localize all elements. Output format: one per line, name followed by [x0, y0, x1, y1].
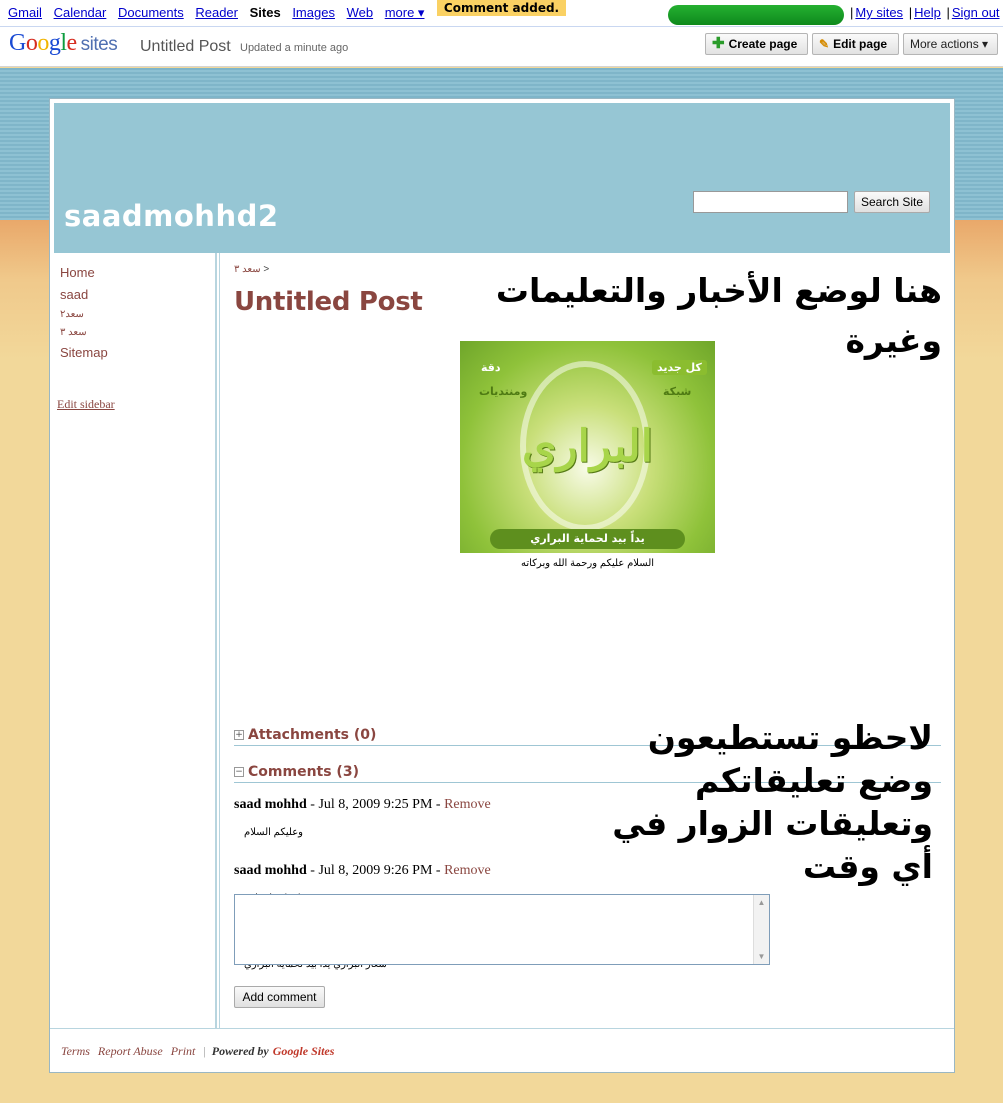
note-bottom-line-4: أي وقت	[802, 847, 933, 886]
my-sites-link[interactable]: My sites	[855, 5, 904, 20]
footer-separator: |	[203, 1044, 206, 1058]
breadcrumb-separator: >	[263, 264, 270, 275]
site-title[interactable]: saadmohhd2	[64, 199, 279, 233]
gbar-link-documents[interactable]: Documents	[117, 5, 184, 20]
user-links: | My sites | Help | Sign out	[850, 5, 1000, 20]
comments-label: Comments (3)	[248, 764, 359, 780]
sidebar-item-home[interactable]: Home	[60, 265, 95, 280]
edit-sidebar-link[interactable]: Edit sidebar	[57, 397, 115, 411]
print-link[interactable]: Print	[170, 1044, 196, 1058]
search-input[interactable]	[693, 191, 848, 213]
pencil-icon: ✎	[819, 37, 830, 51]
google-sites-link[interactable]: Google Sites	[272, 1044, 335, 1058]
edit-page-label: Edit page	[833, 37, 888, 51]
expand-icon: +	[235, 730, 243, 740]
gbar-link-calendar[interactable]: Calendar	[53, 5, 107, 20]
note-top-line-1: هنا لوضع الأخبار والتعليمات	[495, 271, 942, 310]
logo-sites-text: sites	[80, 34, 118, 55]
comment-text: وعليكم السلام	[244, 827, 303, 838]
logo-tag-new: كل جديد	[652, 360, 707, 375]
gbar-more-menu[interactable]: more ▾	[384, 5, 425, 20]
breadcrumb	[234, 264, 269, 275]
sidebar-item-sitemap[interactable]: Sitemap	[60, 345, 108, 360]
sidebar-item-saad2[interactable]: سعد٢	[60, 309, 84, 320]
gbar-current-sites: Sites	[249, 5, 281, 20]
google-bar	[0, 0, 1003, 26]
scroll-down-icon[interactable]: ▼	[757, 952, 766, 961]
logo-brand-text: البراري	[521, 421, 654, 472]
attachments-toggle[interactable]	[234, 727, 376, 743]
report-abuse-link[interactable]: Report Abuse	[97, 1044, 163, 1058]
remove-comment-link[interactable]: Remove	[444, 863, 491, 878]
note-top-line-2: وغيرة	[845, 321, 942, 360]
powered-by-text: Powered by	[211, 1044, 269, 1058]
help-link[interactable]: Help	[914, 5, 941, 20]
scroll-up-icon[interactable]: ▲	[757, 898, 766, 907]
site-page	[49, 98, 955, 1073]
comment-date: Jul 8, 2009 9:26 PM	[318, 863, 433, 878]
gbar-link-reader[interactable]: Reader	[195, 5, 238, 20]
create-page-label: Create page	[728, 37, 798, 51]
plus-icon: ✚	[712, 35, 725, 52]
logo-tag-forums: ومنتديات	[479, 385, 528, 398]
arabic-note-bottom	[540, 716, 933, 888]
terms-link[interactable]: Terms	[61, 1044, 90, 1058]
gbar-link-web[interactable]: Web	[346, 5, 374, 20]
comment-added-notice: Comment added.	[437, 0, 566, 16]
sidebar-item-saad[interactable]: saad	[60, 287, 89, 302]
gbar-link-gmail[interactable]: Gmail	[8, 5, 42, 20]
footer-links	[61, 1044, 342, 1059]
more-actions-button[interactable]: More actions ▾	[903, 33, 998, 55]
post-title: Untitled Post	[234, 287, 423, 317]
gbar-links	[8, 5, 424, 21]
edit-page-button[interactable]	[812, 33, 899, 55]
main-content	[219, 253, 952, 1028]
attachments-label: Attachments (0)	[248, 727, 377, 743]
comment-date: Jul 8, 2009 9:25 PM	[318, 797, 433, 812]
sidebar	[54, 253, 217, 1028]
comment-header: saad mohhd - Jul 8, 2009 9:26 PM - Remove	[234, 863, 491, 878]
create-page-button[interactable]	[705, 33, 808, 55]
site-banner	[54, 103, 950, 253]
sign-out-link[interactable]: Sign out	[951, 5, 1000, 20]
user-email-redacted	[668, 5, 844, 25]
google-sites-logo[interactable]: Google sites	[9, 30, 118, 56]
add-comment-button[interactable]: Add comment	[234, 986, 325, 1008]
note-bottom-line-1: لاحظو تستطيعون	[647, 718, 933, 757]
logo-tag-network: شبكة	[663, 385, 692, 398]
sites-header	[0, 26, 1003, 67]
sidebar-nav	[60, 265, 108, 367]
comments-toggle[interactable]	[234, 764, 359, 780]
remove-comment-link[interactable]: Remove	[444, 797, 491, 812]
albarari-logo-image[interactable]	[460, 341, 715, 553]
image-caption: السلام عليكم ورحمة الله وبركاته	[520, 558, 655, 569]
comment-author: saad mohhd	[234, 797, 307, 812]
updated-status: Updated a minute ago	[240, 42, 349, 54]
comment-header: saad mohhd - Jul 8, 2009 9:25 PM - Remove	[234, 797, 491, 812]
collapse-icon: −	[235, 767, 243, 777]
search-site-button[interactable]: Search Site	[854, 191, 930, 213]
note-bottom-line-3: وتعليقات الزوار في	[612, 804, 933, 843]
gbar-link-images[interactable]: Images	[292, 5, 335, 20]
textarea-scrollbar[interactable]	[753, 895, 769, 964]
sidebar-item-saad3[interactable]: سعد ٣	[60, 327, 87, 338]
comment-textarea[interactable]	[234, 894, 770, 965]
note-bottom-line-2: وضع تعليقاتكم	[695, 761, 933, 800]
page-name: Untitled Post	[140, 38, 231, 55]
footer	[50, 1028, 954, 1072]
logo-slogan: يداً بيد لحماية البراري	[490, 529, 685, 549]
logo-tag-accuracy: دقة	[481, 361, 501, 374]
breadcrumb-link[interactable]: سعد ٣	[234, 264, 261, 275]
comment-author: saad mohhd	[234, 863, 307, 878]
